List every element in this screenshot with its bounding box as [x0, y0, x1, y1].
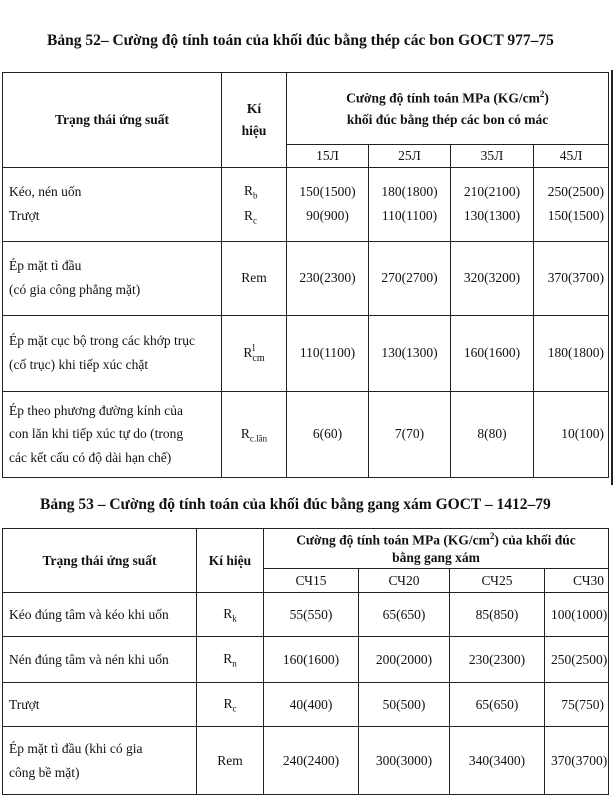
table52-header-symbol-line2: hiệu: [241, 122, 267, 138]
table53-row4-symbol: Rem: [197, 727, 264, 795]
table52-grade-35: 35Л: [451, 145, 534, 168]
table53-row4-value: 340(3400): [450, 727, 545, 795]
table52-row2-value: 270(2700): [369, 241, 451, 315]
table52-header-symbol: [222, 73, 287, 168]
table52-row3-value: 110(1100): [287, 315, 369, 391]
table53-row4-value: 300(3000): [359, 727, 450, 795]
table53-grade-sch15: СЧ15: [264, 569, 359, 593]
table52-row4-value: 7(70): [369, 391, 451, 477]
table53-row1-value: 100(1000): [545, 593, 609, 637]
table52-row4-value: 10(100): [534, 391, 609, 477]
table53-header-state: Trạng thái ứng suất: [3, 529, 197, 593]
table52-grade-15: 15Л: [287, 145, 369, 168]
table52-row2-value: 320(3200): [451, 241, 534, 315]
table52-header-strength: [287, 73, 609, 145]
table52-row4-symbol: $R_{c.lăn}$: [222, 391, 287, 477]
table53-header-strength: [264, 529, 609, 569]
table53-row4-value: 240(2400): [264, 727, 359, 795]
table53-row1-value: 65(650): [359, 593, 450, 637]
table53-row3-state: Trượt: [3, 683, 197, 727]
table53-grade-sch20: СЧ20: [359, 569, 450, 593]
table53-row4-state: Ép mặt tì đầu (khi có gia công bề mặt): [3, 727, 197, 795]
table52-row1-value: 150(1500) 90(900): [287, 167, 369, 241]
table52-grade-45: 45Л: [534, 145, 609, 168]
table53-grade-sch25: СЧ25: [450, 569, 545, 593]
table52-row4-state: Ép theo phương đường kính của con lăn khi tiếp xúc tự do (trong các kết cấu có độ dài hạn chế): [3, 391, 222, 477]
table52-row2-state: Ép mặt tì đầu (có gia công phẳng mặt): [3, 241, 222, 315]
table53-row3-value: 50(500): [359, 683, 450, 727]
table52-row3-value: 130(1300): [369, 315, 451, 391]
table52-row3-value: 160(1600): [451, 315, 534, 391]
table52: [2, 72, 609, 478]
table53-row2-symbol: $R_n$: [197, 637, 264, 683]
table52-row2-symbol: Rem: [222, 241, 287, 315]
table52-row3-symbol: R l cm: [222, 315, 287, 391]
table53-row2-state: Nén đúng tâm và nén khi uốn: [3, 637, 197, 683]
table52-header-strength-line1: Cường độ tính toán MPa $(KG/cm^2)$: [346, 88, 549, 106]
table53-row2-value: 160(1600): [264, 637, 359, 683]
table52-row2-value: 370(3700): [534, 241, 609, 315]
table52-row3-state: Ép mặt cục bộ trong các khớp trục (cố trục) khi tiếp xúc chặt: [3, 315, 222, 391]
table52-row1-symbol: $R_b$ $R_c$: [222, 167, 287, 241]
table52-row1-value: 180(1800) 110(1100): [369, 167, 451, 241]
table52-title: Bảng 52– Cường độ tính toán của khối đúc bằng thép các bon GOCT 977–75: [47, 32, 554, 49]
table53-row3-value: 65(650): [450, 683, 545, 727]
table53-row1-symbol: $R_k$: [197, 593, 264, 637]
table53-row2-value: 230(2300): [450, 637, 545, 683]
table52-row3-value: 180(1800): [534, 315, 609, 391]
table52-row4-value: 8(80): [451, 391, 534, 477]
table53-row3-value: 40(400): [264, 683, 359, 727]
table53-row4-value: 370(3700): [545, 727, 609, 795]
table53-row3-symbol: $R_c$: [197, 683, 264, 727]
page-edge-line: [611, 70, 613, 485]
table52-row1-state: Kéo, nén uốn Trượt: [3, 167, 222, 241]
table53-title: Bảng 53 – Cường độ tính toán của khối đúc bằng gang xám GOCT – 1412–79: [40, 496, 551, 513]
table53-header-strength-line1: Cường độ tính toán MPa $(KG/cm^2)$ của khối đúc: [296, 530, 576, 548]
table53-row1-value: 55(550): [264, 593, 359, 637]
table53-row2-value: 250(2500): [545, 637, 609, 683]
table52-header-symbol-line1: Kí: [246, 101, 262, 117]
table53-row3-value: 75(750): [545, 683, 609, 727]
table53-row1-state: Kéo đúng tâm và kéo khi uốn: [3, 593, 197, 637]
table52-row4-value: 6(60): [287, 391, 369, 477]
table53-header-strength-line2: bằng gang xám: [392, 550, 480, 566]
table52-header-state: Trạng thái ứng suất: [3, 73, 222, 168]
table53-row1-value: 85(850): [450, 593, 545, 637]
table52-row2-value: 230(2300): [287, 241, 369, 315]
table52-grade-25: 25Л: [369, 145, 451, 168]
table52-row1-value: 250(2500) 150(1500): [534, 167, 609, 241]
table53: [2, 528, 609, 795]
table53-row2-value: 200(2000): [359, 637, 450, 683]
table52-row1-value: 210(2100) 130(1300): [451, 167, 534, 241]
table53-grade-sch30: СЧ30: [545, 569, 609, 593]
table52-header-strength-line2: khối đúc bằng thép các bon có mác: [346, 111, 549, 127]
table53-header-symbol: Kí hiệu: [197, 529, 264, 593]
